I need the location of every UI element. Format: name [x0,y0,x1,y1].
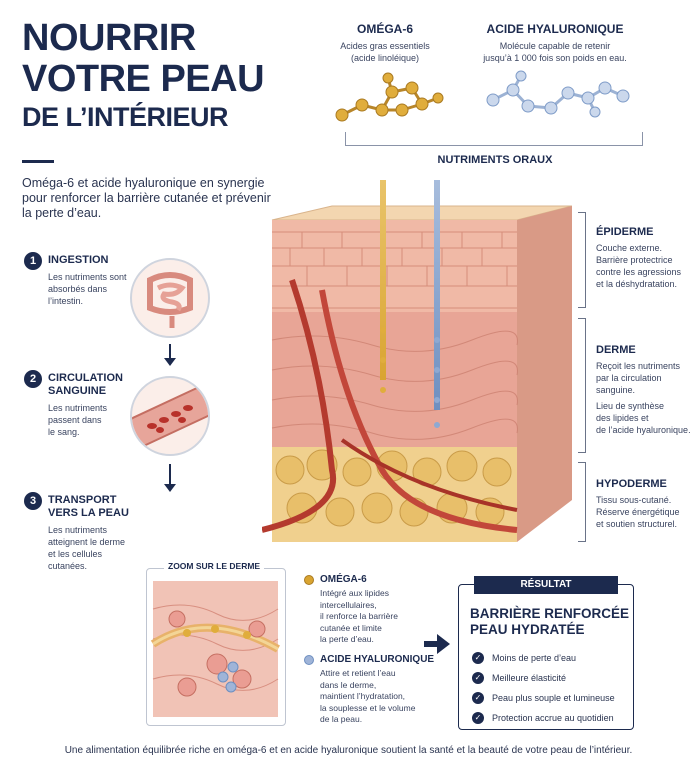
intro-text: Oméga-6 et acide hyaluronique en synergie pour renforcer la barrière cutanée et prévenir la perte d’eau. [22,176,271,220]
dermis-title: DERME [596,344,636,356]
epidermis-desc-1: Couche externe. [596,243,663,253]
epidermis-desc-2: Barrière protectrice [596,255,673,265]
zoom-hyaluronic-desc-5: de la peau. [320,714,363,724]
step-2-number: 2 [24,370,42,388]
arrow-2-down-icon [164,484,176,492]
zoom-omega-desc-1: Intégré aux lipides [320,588,389,598]
step-2-title-1: CIRCULATION [48,372,123,384]
epidermis-label [596,226,696,290]
hypodermis-title: HYPODERME [596,478,667,490]
step-1-desc-3: l’intestin. [48,296,84,306]
epidermis-desc-4: et la déshydratation. [596,279,678,289]
arrow-2-shaft [169,464,171,484]
step-2-desc-1: Les nutriments [48,403,108,413]
result-title [470,606,630,638]
nutrients-bracket [345,132,643,146]
dermis-desc-6: de l’acide hyaluronique. [596,425,691,435]
dermis-desc-2: par la circulation [596,373,662,383]
title-line-3: DE L’INTÉRIEUR [22,102,229,132]
hypodermis-desc-2: Réserve énergétique [596,507,680,517]
zoom-omega-desc-5: la perte d’eau. [320,634,374,644]
dermis-desc-5: des lipides et [596,413,649,423]
result-item-label: Peau plus souple et lumineuse [492,693,615,703]
zoom-omega-desc-2: intercellulaires, [320,599,377,610]
step-3-desc-4: cutanées. [48,561,88,571]
zoom-hyaluronic-title: ACIDE HYALURONIQUE [320,654,435,665]
dermis-desc-3: sanguine. [596,385,636,395]
skin-cross-section [262,170,572,550]
step-3-desc-1: Les nutriments [48,525,108,535]
step-2-desc-3: le sang. [48,427,80,437]
step-3-title-2: VERS LA PEAU [48,507,129,519]
zoom-hyaluronic-desc-2: dans le derme, [320,679,377,690]
result-item-label: Moins de perte d’eau [492,653,577,663]
omega-dot-icon [304,575,314,585]
omega-desc-1: Acides gras essentiels [340,41,430,51]
epidermis-desc-3: contre les agressions [596,267,682,277]
epidermis-bracket [578,212,586,308]
result-item [472,708,632,728]
check-icon: ✓ [472,652,484,664]
zoom-hyaluronic-desc-1: Attire et retient l’eau [320,668,396,678]
check-icon: ✓ [472,712,484,724]
check-icon: ✓ [472,692,484,704]
result-list [472,648,632,728]
title-divider [22,160,54,163]
step-2 [48,372,134,438]
omega-title: OMÉGA-6 [356,22,413,36]
result-item-label: Protection accrue au quotidien [492,713,614,723]
zoom-omega [320,574,440,646]
footer-text: Une alimentation équilibrée riche en oméga-6 et en acide hyaluronique soutient la santé et la beauté de votre peau de l’intérieur. [64,745,633,756]
hyaluronic-molecule-icon [483,68,643,128]
hypodermis-desc-3: et soutien structurel. [596,519,678,529]
hypodermis-desc-1: Tissu sous-cutané. [596,495,672,505]
result-item-label: Meilleure élasticité [492,673,567,683]
title-line-1: NOURRIR [22,17,196,59]
step-2-desc-2: passent dans [48,415,102,425]
step-1-number: 1 [24,252,42,270]
hyaluronic-desc-2: jusqu’à 1 000 fois son poids en eau. [483,53,627,63]
result-item [472,648,632,668]
hypodermis-bracket [578,462,586,542]
zoom-label: ZOOM SUR LE DERME [164,561,264,571]
result-item [472,688,632,708]
title-line-2: VOTRE PEAU [22,58,265,100]
omega-molecule-icon [330,70,450,130]
result-header: RÉSULTAT [474,576,618,594]
step-1-desc-2: absorbés dans [48,284,108,294]
step-3 [48,494,148,572]
zoom-hyaluronic [320,654,450,726]
zoom-hyaluronic-desc-3: maintient l’hydratation, [320,691,406,701]
hyaluronic-title: ACIDE HYALURONIQUE [486,22,624,36]
step-3-desc-3: et les cellules [48,549,103,559]
oral-nutrients-label: NUTRIMENTS ORAUX [437,154,553,166]
omega-header [320,22,450,64]
hypodermis-label [596,478,696,530]
dermis-zoom-icon [147,569,284,724]
arrow-1-shaft [169,344,171,358]
step-3-title-1: TRANSPORT [48,494,117,506]
result-item [472,668,632,688]
step-1 [48,254,134,307]
dermis-desc-4: Lieu de synthèse [596,401,665,411]
step-2-title-2: SANGUINE [48,385,107,397]
result-title-1: BARRIÈRE RENFORCÉE [470,606,630,621]
hyaluronic-dot-icon [304,655,314,665]
hyaluronic-desc-1: Molécule capable de retenir [499,41,611,51]
epidermis-title: ÉPIDERME [596,226,654,238]
step-1-desc-1: Les nutriments sont [48,272,127,282]
zoom-omega-desc-4: cutanée et limite [320,622,382,633]
hyaluronic-header [470,22,640,64]
right-arrow-icon [424,634,450,654]
dermis-label [596,344,696,436]
step-1-title: INGESTION [48,254,109,266]
check-icon: ✓ [472,672,484,684]
main-title [22,18,264,134]
blood-vessel-icon [130,376,210,456]
step-3-desc-2: atteignent le derme [48,537,126,547]
step-3-number: 3 [24,492,42,510]
zoom-box [146,568,286,726]
arrow-1-down-icon [164,358,176,366]
zoom-omega-desc-3: il renforce la barrière [320,611,398,621]
zoom-omega-title: OMÉGA-6 [320,574,367,585]
result-title-2: PEAU HYDRATÉE [470,622,585,637]
omega-desc-2: (acide linoléique) [350,53,420,63]
dermis-desc-1: Reçoit les nutriments [596,361,681,371]
zoom-hyaluronic-desc-4: la souplesse et le volume [320,702,416,713]
dermis-bracket [578,318,586,453]
intestine-icon [130,258,210,338]
